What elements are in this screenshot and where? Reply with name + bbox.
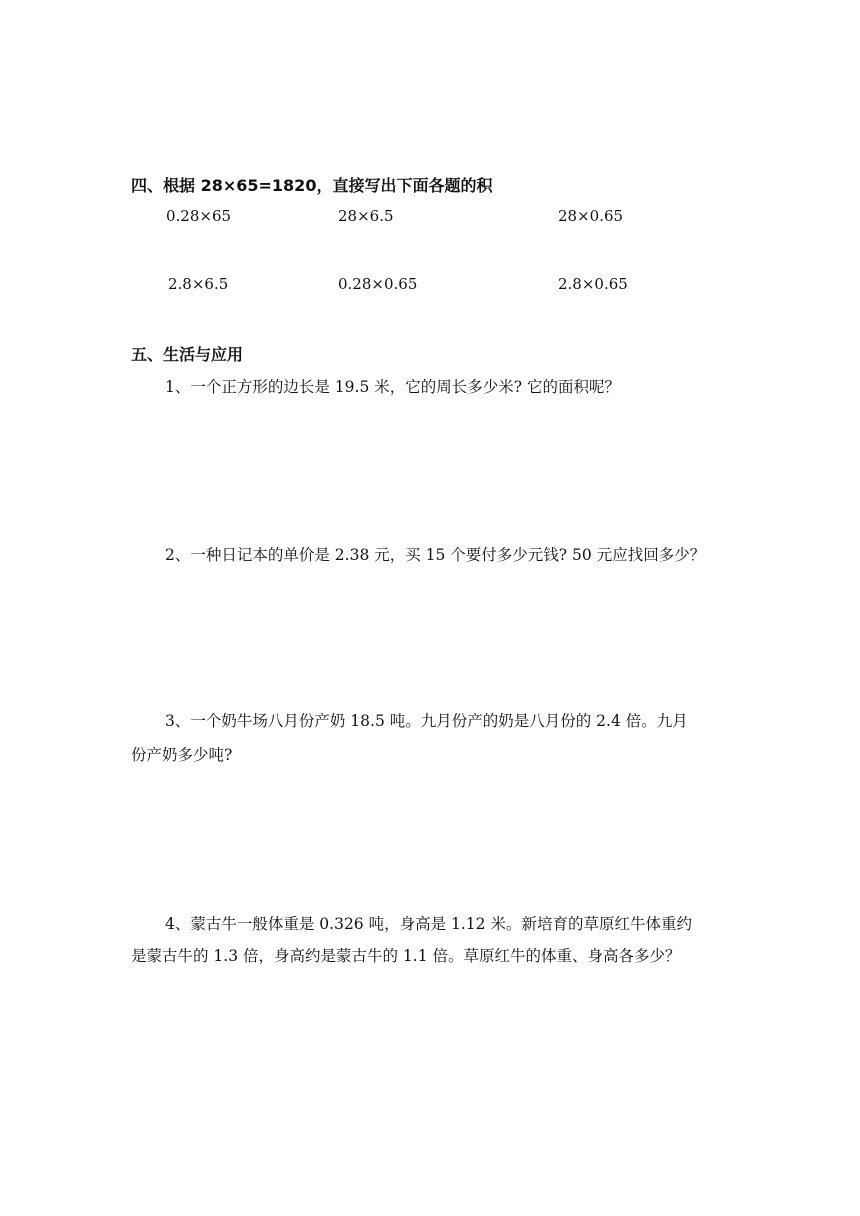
problem-2-line-1: 2、一种日记本的单价是 2.38 元，买 15 个要付多少元钱? 50 元应找回多少？ bbox=[165, 546, 706, 564]
expression-r1c3: 28×0.65 bbox=[558, 207, 624, 225]
problem-4-line-2: 是蒙古牛的 1.3 倍，身高约是蒙古牛的 1.1 倍。草原红牛的体重、身高各多少？ bbox=[131, 947, 681, 965]
expression-r2c1: 2.8×6.5 bbox=[168, 275, 229, 293]
expression-r2c3: 2.8×0.65 bbox=[558, 275, 628, 293]
expression-r2c2: 0.28×0.65 bbox=[338, 275, 418, 293]
problem-3-line-2: 份产奶多少吨? bbox=[131, 746, 233, 764]
expression-r1c1: 0.28×65 bbox=[166, 207, 232, 225]
problem-1-line-1: 1、一个正方形的边长是 19.5 米，它的周长多少米? 它的面积呢？ bbox=[165, 378, 620, 396]
section-4-heading: 四、根据 28×65=1820，直接写出下面各题的积 bbox=[131, 176, 493, 195]
problem-3-line-1: 3、一个奶牛场八月份产奶 18.5 吨。九月份产的奶是八月份的 2.4 倍。九月 bbox=[165, 712, 688, 730]
section-5-heading: 五、生活与应用 bbox=[131, 345, 244, 364]
expression-r1c2: 28×6.5 bbox=[338, 207, 394, 225]
problem-4-line-1: 4、蒙古牛一般体重是 0.326 吨，身高是 1.12 米。新培育的草原红牛体重约 bbox=[165, 915, 692, 933]
